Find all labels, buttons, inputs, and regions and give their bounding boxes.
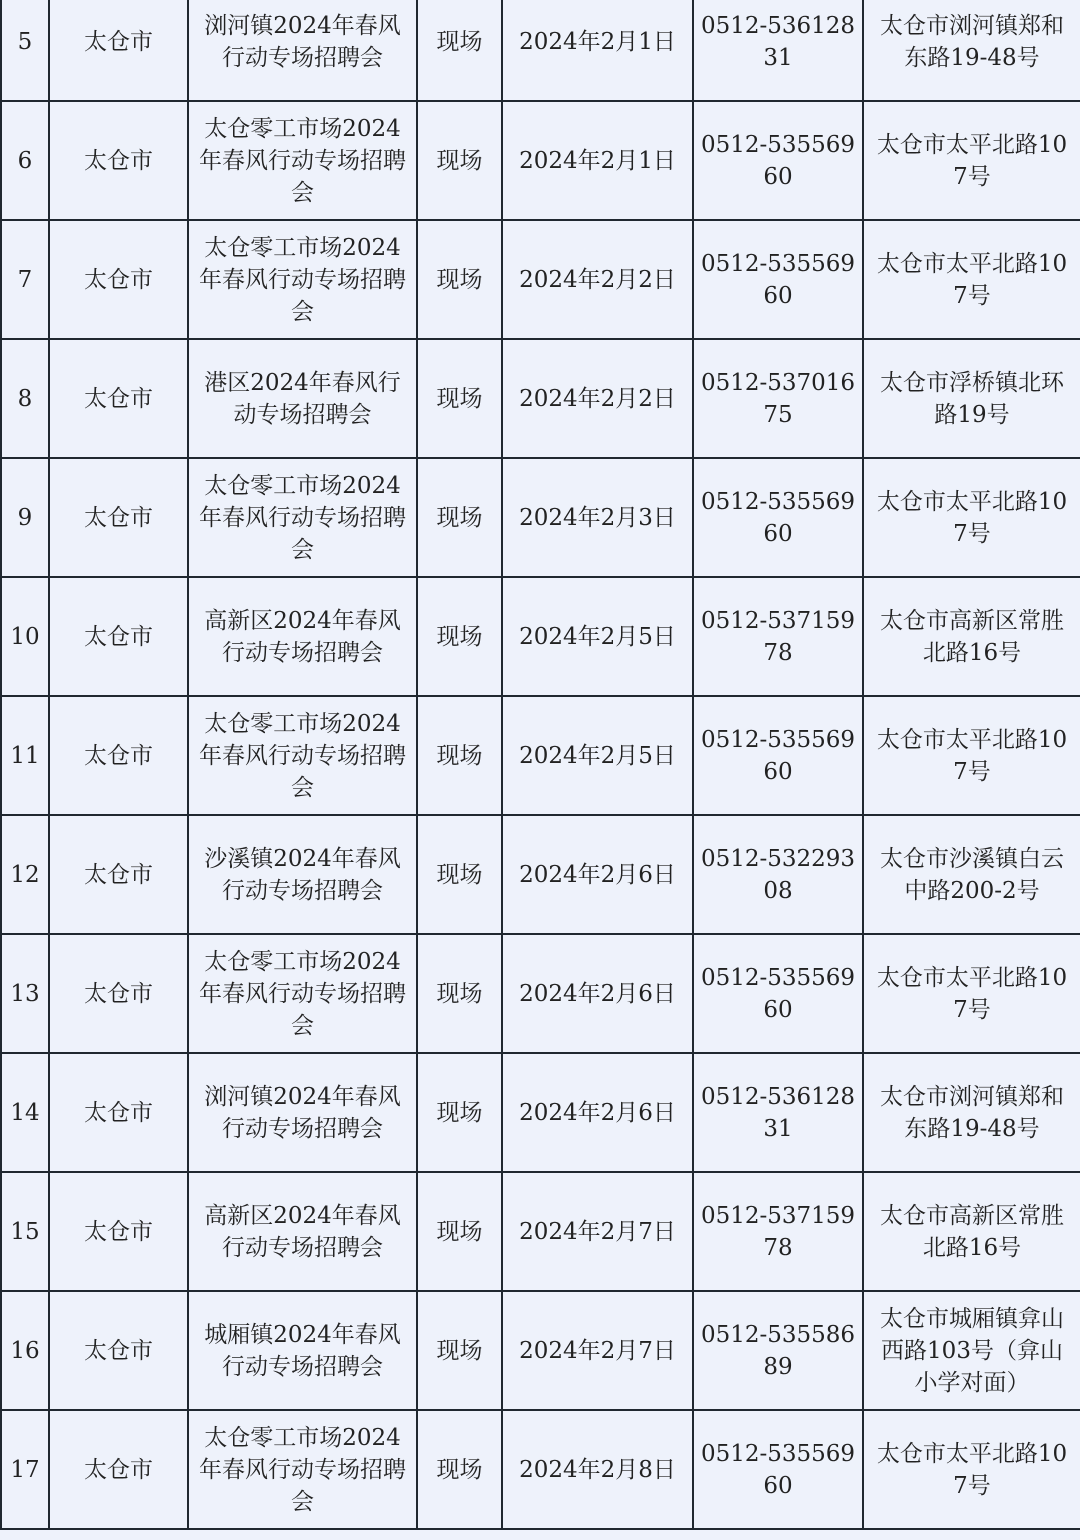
row-number: 8 xyxy=(1,339,49,458)
date-cell: 2024年2月6日 xyxy=(502,1053,693,1172)
city-cell: 太仓市 xyxy=(49,815,188,934)
table-row xyxy=(1,696,1080,815)
address-cell: 太仓市太平北路107号 xyxy=(863,696,1080,815)
phone-cell: 0512-53556960 xyxy=(693,458,863,577)
event-name-cell: 太仓零工市场2024年春风行动专场招聘会 xyxy=(188,696,417,815)
mode-cell: 现场 xyxy=(417,696,502,815)
event-name-cell: 太仓零工市场2024年春风行动专场招聘会 xyxy=(188,934,417,1053)
mode-cell: 现场 xyxy=(417,1172,502,1291)
mode-cell: 现场 xyxy=(417,0,502,101)
date-cell: 2024年2月2日 xyxy=(502,220,693,339)
phone-cell: 0512-53556960 xyxy=(693,1410,863,1529)
row-number: 5 xyxy=(1,0,49,101)
city-cell: 太仓市 xyxy=(49,220,188,339)
mode-cell: 现场 xyxy=(417,458,502,577)
row-number: 7 xyxy=(1,220,49,339)
row-number: 12 xyxy=(1,815,49,934)
event-name-cell: 城厢镇2024年春风行动专场招聘会 xyxy=(188,1291,417,1410)
event-name-cell: 浏河镇2024年春风行动专场招聘会 xyxy=(188,1053,417,1172)
row-number: 10 xyxy=(1,577,49,696)
address-cell: 太仓市城厢镇弇山西路103号（弇山小学对面） xyxy=(863,1291,1080,1410)
table-row xyxy=(1,220,1080,339)
row-number: 13 xyxy=(1,934,49,1053)
date-cell: 2024年2月8日 xyxy=(502,1410,693,1529)
address-cell: 太仓市浏河镇郑和东路19-48号 xyxy=(863,0,1080,101)
date-cell: 2024年2月1日 xyxy=(502,101,693,220)
mode-cell: 现场 xyxy=(417,101,502,220)
date-cell: 2024年2月5日 xyxy=(502,696,693,815)
address-cell: 太仓市高新区常胜北路16号 xyxy=(863,1172,1080,1291)
table-row xyxy=(1,934,1080,1053)
mode-cell: 现场 xyxy=(417,577,502,696)
date-cell: 2024年2月6日 xyxy=(502,815,693,934)
row-number: 11 xyxy=(1,696,49,815)
mode-cell: 现场 xyxy=(417,1053,502,1172)
date-cell: 2024年2月1日 xyxy=(502,0,693,101)
event-name-cell: 浏河镇2024年春风行动专场招聘会 xyxy=(188,0,417,101)
mode-cell: 现场 xyxy=(417,1410,502,1529)
date-cell: 2024年2月7日 xyxy=(502,1172,693,1291)
date-cell: 2024年2月7日 xyxy=(502,1291,693,1410)
event-name-cell: 太仓零工市场2024年春风行动专场招聘会 xyxy=(188,458,417,577)
event-name-cell: 太仓零工市场2024年春风行动专场招聘会 xyxy=(188,1410,417,1529)
city-cell: 太仓市 xyxy=(49,696,188,815)
city-cell: 太仓市 xyxy=(49,1410,188,1529)
phone-cell: 0512-53229308 xyxy=(693,815,863,934)
city-cell: 太仓市 xyxy=(49,339,188,458)
row-number: 14 xyxy=(1,1053,49,1172)
table-row xyxy=(1,1410,1080,1529)
row-number: 9 xyxy=(1,458,49,577)
address-cell: 太仓市太平北路107号 xyxy=(863,458,1080,577)
phone-cell: 0512-53612831 xyxy=(693,0,863,101)
phone-cell: 0512-53715978 xyxy=(693,1172,863,1291)
phone-cell: 0512-53558689 xyxy=(693,1291,863,1410)
table-row xyxy=(1,1172,1080,1291)
event-name-cell: 太仓零工市场2024年春风行动专场招聘会 xyxy=(188,101,417,220)
city-cell: 太仓市 xyxy=(49,577,188,696)
city-cell: 太仓市 xyxy=(49,458,188,577)
event-name-cell: 太仓零工市场2024年春风行动专场招聘会 xyxy=(188,220,417,339)
address-cell: 太仓市高新区常胜北路16号 xyxy=(863,577,1080,696)
city-cell: 太仓市 xyxy=(49,0,188,101)
date-cell: 2024年2月5日 xyxy=(502,577,693,696)
address-cell: 太仓市太平北路107号 xyxy=(863,220,1080,339)
date-cell: 2024年2月6日 xyxy=(502,934,693,1053)
table-row xyxy=(1,577,1080,696)
event-name-cell: 沙溪镇2024年春风行动专场招聘会 xyxy=(188,815,417,934)
address-cell: 太仓市太平北路107号 xyxy=(863,101,1080,220)
mode-cell: 现场 xyxy=(417,934,502,1053)
phone-cell: 0512-53612831 xyxy=(693,1053,863,1172)
phone-cell: 0512-53556960 xyxy=(693,934,863,1053)
city-cell: 太仓市 xyxy=(49,934,188,1053)
table-row xyxy=(1,458,1080,577)
address-cell: 太仓市浮桥镇北环路19号 xyxy=(863,339,1080,458)
address-cell: 太仓市太平北路107号 xyxy=(863,1410,1080,1529)
table-row xyxy=(1,339,1080,458)
city-cell: 太仓市 xyxy=(49,1053,188,1172)
address-cell: 太仓市沙溪镇白云中路200-2号 xyxy=(863,815,1080,934)
table-row xyxy=(1,1291,1080,1410)
mode-cell: 现场 xyxy=(417,1291,502,1410)
phone-cell: 0512-53556960 xyxy=(693,101,863,220)
event-name-cell: 高新区2024年春风行动专场招聘会 xyxy=(188,577,417,696)
phone-cell: 0512-53715978 xyxy=(693,577,863,696)
date-cell: 2024年2月2日 xyxy=(502,339,693,458)
event-name-cell: 高新区2024年春风行动专场招聘会 xyxy=(188,1172,417,1291)
event-name-cell: 港区2024年春风行动专场招聘会 xyxy=(188,339,417,458)
row-number: 6 xyxy=(1,101,49,220)
city-cell: 太仓市 xyxy=(49,1291,188,1410)
mode-cell: 现场 xyxy=(417,220,502,339)
row-number: 15 xyxy=(1,1172,49,1291)
table-row xyxy=(1,0,1080,101)
phone-cell: 0512-53556960 xyxy=(693,696,863,815)
date-cell: 2024年2月3日 xyxy=(502,458,693,577)
address-cell: 太仓市太平北路107号 xyxy=(863,934,1080,1053)
row-number: 17 xyxy=(1,1410,49,1529)
mode-cell: 现场 xyxy=(417,815,502,934)
table-row xyxy=(1,815,1080,934)
table-row xyxy=(1,1053,1080,1172)
mode-cell: 现场 xyxy=(417,339,502,458)
city-cell: 太仓市 xyxy=(49,101,188,220)
address-cell: 太仓市浏河镇郑和东路19-48号 xyxy=(863,1053,1080,1172)
phone-cell: 0512-53556960 xyxy=(693,220,863,339)
row-number: 16 xyxy=(1,1291,49,1410)
city-cell: 太仓市 xyxy=(49,1172,188,1291)
table-row xyxy=(1,101,1080,220)
phone-cell: 0512-53701675 xyxy=(693,339,863,458)
